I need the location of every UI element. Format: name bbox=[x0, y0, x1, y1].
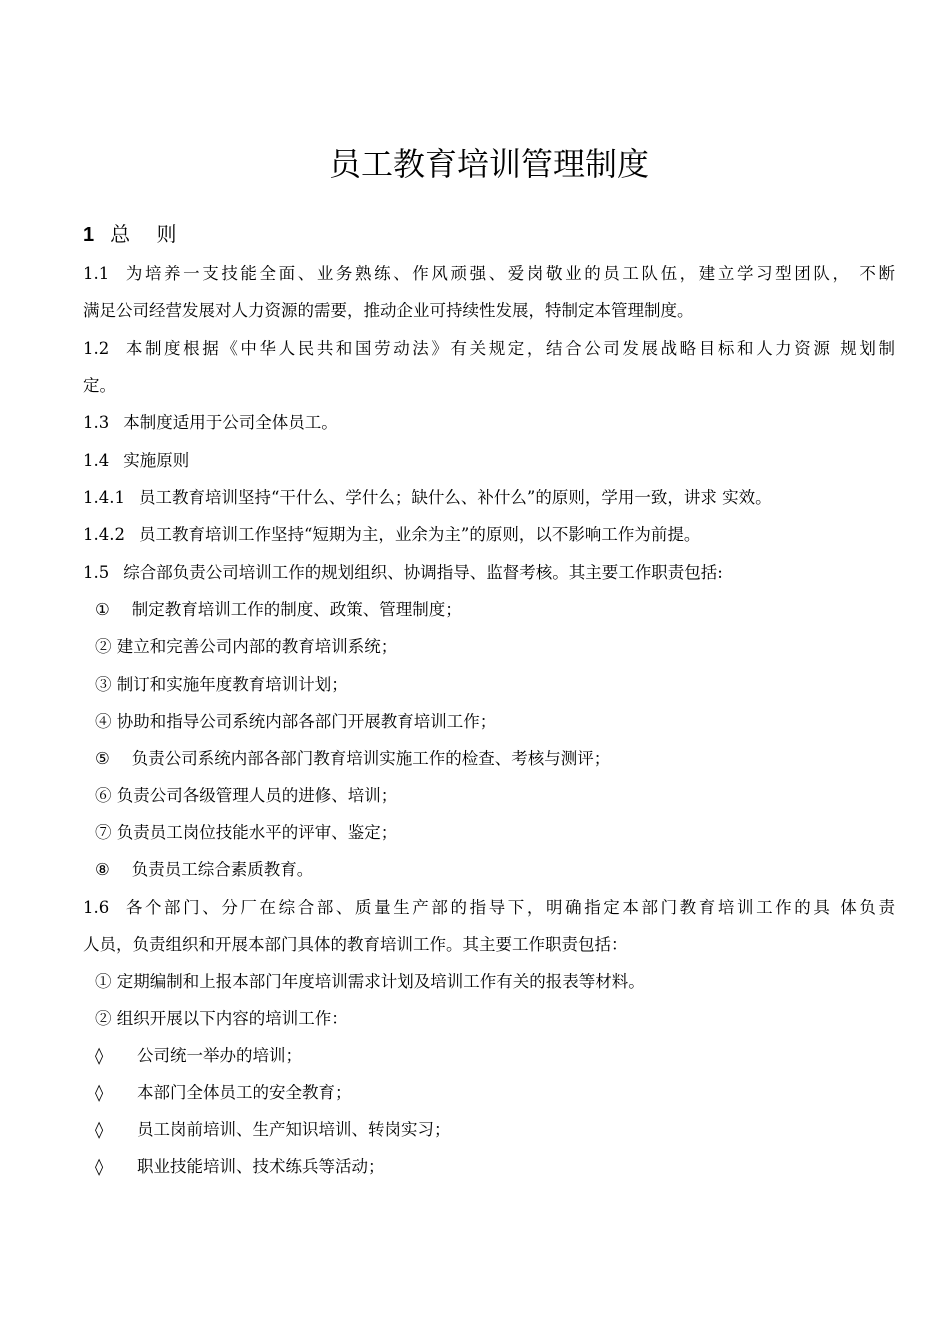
list-item-text: ② 组织开展以下内容的培训工作： bbox=[95, 1009, 348, 1028]
section-title: 总 则 bbox=[110, 222, 187, 246]
diamond-bullet-icon: ◊ bbox=[95, 1083, 104, 1102]
clause-text: 本制度根据《中华人民共和国劳动法》有关规定，结合公司发展战略目标和人力资源 规划制 bbox=[123, 339, 895, 358]
bullet-item bbox=[95, 1152, 385, 1182]
bullet-item-text: 公司统一举办的培训； bbox=[137, 1046, 302, 1065]
paragraph-line bbox=[83, 558, 723, 588]
list-marker: ⑤ bbox=[95, 749, 110, 768]
bullet-item-text: 本部门全体员工的安全教育； bbox=[137, 1083, 352, 1102]
paragraph-line bbox=[83, 371, 116, 401]
paragraph-line bbox=[83, 483, 772, 513]
list-marker: ① bbox=[95, 600, 110, 619]
list-item bbox=[95, 855, 313, 885]
paragraph-line bbox=[83, 408, 338, 438]
list-item bbox=[95, 967, 645, 997]
section-heading bbox=[83, 219, 186, 250]
clause-number: 1.4.2 bbox=[83, 525, 125, 544]
clause-text: 人员，负责组织和开展本部门具体的教育培训工作。其主要工作职责包括： bbox=[83, 935, 628, 954]
paragraph-line bbox=[83, 334, 895, 364]
paragraph-line bbox=[83, 520, 700, 550]
list-item bbox=[95, 670, 348, 700]
clause-text: 各个部门、分厂在综合部、质量生产部的指导下，明确指定本部门教育培训工作的具 体负责 bbox=[123, 898, 895, 917]
clause-number: 1.3 bbox=[83, 413, 110, 432]
list-item-text: ⑥ 负责公司各级管理人员的进修、培训； bbox=[95, 786, 398, 805]
clause-number: 1.5 bbox=[83, 563, 110, 582]
paragraph-line bbox=[83, 446, 189, 476]
paragraph-line bbox=[83, 893, 895, 923]
bullet-item-text: 员工岗前培训、生产知识培训、转岗实习； bbox=[137, 1120, 451, 1139]
list-item-text: ④ 协助和指导公司系统内部各部门开展教育培训工作； bbox=[95, 712, 497, 731]
diamond-bullet-icon: ◊ bbox=[95, 1120, 104, 1139]
list-item bbox=[95, 707, 496, 737]
clause-text: 本制度适用于公司全体员工。 bbox=[123, 413, 338, 432]
list-item-text: 负责员工综合素质教育。 bbox=[131, 860, 314, 879]
document-title: 员工教育培训管理制度 bbox=[328, 145, 649, 183]
list-item-text: ① 定期编制和上报本部门年度培训需求计划及培训工作有关的报表等材料。 bbox=[95, 972, 645, 991]
bullet-item-text: 职业技能培训、技术练兵等活动； bbox=[137, 1157, 385, 1176]
bullet-item bbox=[95, 1041, 302, 1071]
clause-number: 1.2 bbox=[83, 339, 110, 358]
paragraph-line bbox=[83, 296, 694, 326]
list-item bbox=[95, 744, 610, 774]
list-item bbox=[95, 1004, 348, 1034]
list-item-text: ③ 制订和实施年度教育培训计划； bbox=[95, 675, 348, 694]
list-item-text: 制定教育培训工作的制度、政策、管理制度； bbox=[131, 600, 462, 619]
clause-text: 为培养一支技能全面、业务熟练、作风顽强、爱岗敬业的员工队伍，建立学习型团队， 不断 bbox=[123, 264, 895, 283]
diamond-bullet-icon: ◊ bbox=[95, 1157, 104, 1176]
clause-text: 定。 bbox=[83, 376, 116, 395]
list-item bbox=[95, 781, 397, 811]
diamond-bullet-icon: ◊ bbox=[95, 1046, 104, 1065]
list-item-text: ② 建立和完善公司内部的教育培训系统； bbox=[95, 637, 398, 656]
list-item bbox=[95, 632, 397, 662]
clause-number: 1.4 bbox=[83, 451, 110, 470]
clause-text: 满足公司经营发展对人力资源的需要，推动企业可持续性发展，特制定本管理制度。 bbox=[83, 301, 694, 320]
clause-text: 员工教育培训坚持“干什么、学什么；缺什么、补什么”的原则，学用一致，讲求 实效。 bbox=[138, 488, 772, 507]
section-number: 1 bbox=[83, 224, 95, 246]
bullet-item bbox=[95, 1115, 451, 1145]
list-item-text: 负责公司系统内部各部门教育培训实施工作的检查、考核与测评； bbox=[131, 749, 611, 768]
list-item bbox=[95, 595, 462, 625]
clause-text: 员工教育培训工作坚持“短期为主，业余为主”的原则，以不影响工作为前提。 bbox=[138, 525, 701, 544]
paragraph-line bbox=[83, 930, 628, 960]
clause-text: 实施原则 bbox=[123, 451, 190, 470]
paragraph-line bbox=[83, 259, 895, 289]
clause-number: 1.4.1 bbox=[83, 488, 125, 507]
clause-text: 综合部负责公司培训工作的规划组织、协调指导、监督考核。其主要工作职责包括: bbox=[123, 563, 723, 582]
clause-number: 1.6 bbox=[83, 898, 110, 917]
bullet-item bbox=[95, 1078, 352, 1108]
clause-number: 1.1 bbox=[83, 264, 110, 283]
list-item-text: ⑦ 负责员工岗位技能水平的评审、鉴定； bbox=[95, 823, 398, 842]
list-marker: ⑧ bbox=[95, 860, 110, 879]
list-item bbox=[95, 818, 397, 848]
